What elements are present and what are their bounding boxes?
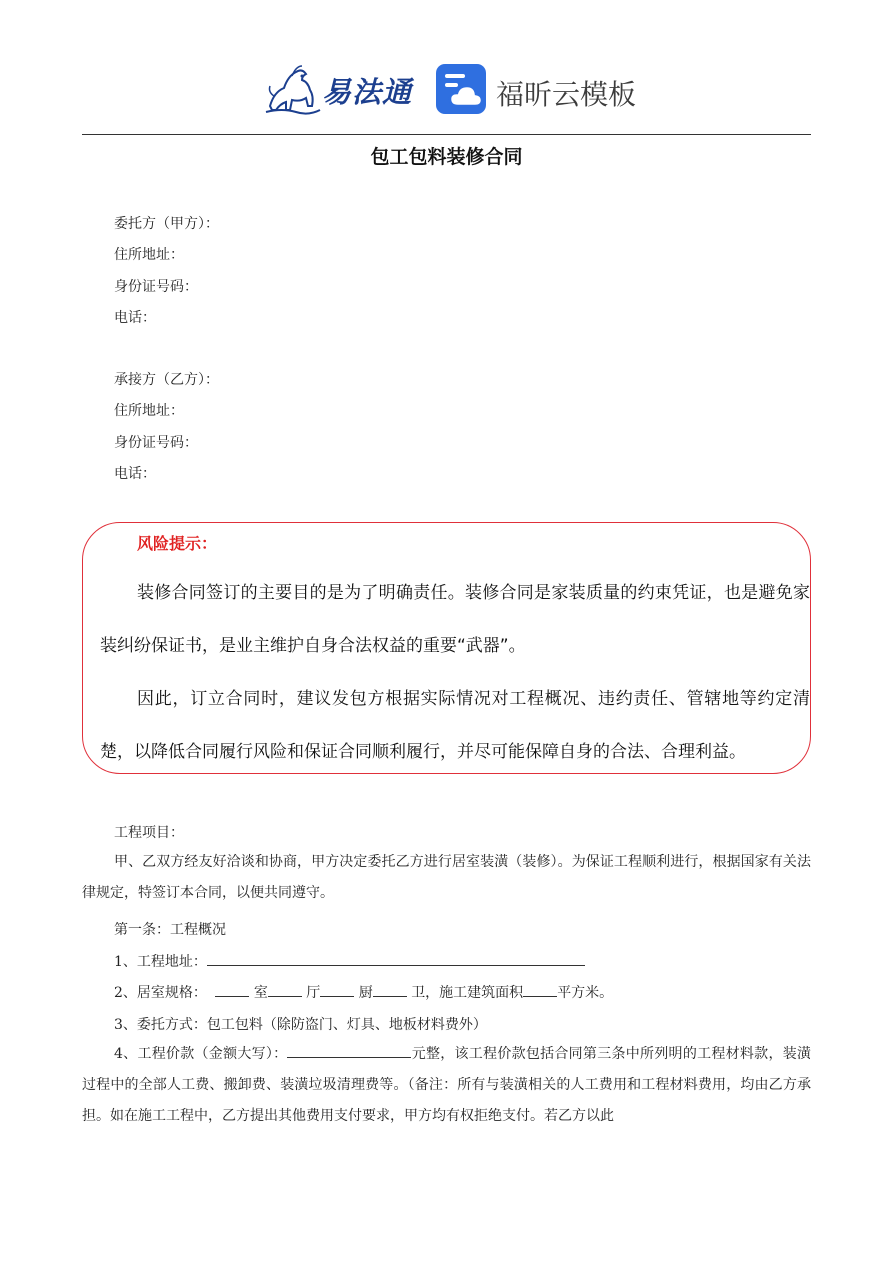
page-header: [0, 58, 893, 128]
fuxin-logo-text: 福昕云模板: [496, 78, 637, 111]
qilin-logo-icon: [262, 62, 324, 118]
item-4-price: [82, 1039, 811, 1132]
price-blank[interactable]: [287, 1043, 411, 1058]
item-1-label: 1、工程地址：: [114, 954, 207, 970]
party-a-id: 身份证号码：: [114, 279, 198, 295]
project-label: 工程项目：: [114, 825, 184, 841]
risk-paragraph-1: 装修合同签订的主要目的是为了明确责任。装修合同是家装质量的约束凭证，也是避免家装纠纷保证书，是业主维护自身合法权益的重要“武器”。: [100, 583, 810, 656]
kitchens-blank[interactable]: [320, 982, 354, 997]
item-1-address: [114, 951, 585, 971]
area-unit: 平方米。: [557, 985, 614, 1001]
bathrooms-blank[interactable]: [373, 982, 407, 997]
intro-paragraph: 甲、乙双方经友好洽谈和协商，甲方决定委托乙方进行居室装潢（装修）。为保证工程顺利进行，根据国家有关法律规定，特签订本合同，以便共同遵守。: [82, 854, 811, 901]
document-title: 包工包料装修合同: [370, 146, 523, 168]
area-blank[interactable]: [523, 982, 557, 997]
party-a-label: 委托方（甲方）：: [114, 216, 219, 232]
halls-blank[interactable]: [268, 982, 302, 997]
bath-area-label: 卫，施工建筑面积: [411, 985, 524, 1001]
item-2-label: 2、居室规格：: [114, 985, 207, 1001]
party-b-label: 承接方（乙方）：: [114, 372, 219, 388]
article-1-heading: 第一条：工程概况: [114, 922, 226, 938]
item-2-layout: [114, 982, 613, 1002]
rooms-blank[interactable]: [215, 982, 249, 997]
risk-notice-title: 风险提示：: [137, 534, 218, 553]
party-b-id: 身份证号码：: [114, 435, 198, 451]
risk-notice-box: [82, 522, 811, 774]
cloud-document-icon: [436, 64, 486, 114]
party-a-address: 住所地址：: [114, 247, 184, 263]
kitchen-unit: 厨: [358, 985, 373, 1001]
party-a-phone: 电话：: [114, 310, 156, 326]
header-divider: [82, 134, 811, 135]
yifatong-logo: [262, 62, 417, 118]
party-b-address: 住所地址：: [114, 403, 184, 419]
party-b-phone: 电话：: [114, 466, 156, 482]
yifatong-logo-text: 易法通: [322, 75, 413, 109]
item-3-method: 3、委托方式：包工包料（除防盗门、灯具、地板材料费外）: [114, 1017, 487, 1033]
room-unit: 室: [253, 985, 268, 1001]
item-4-text: 元整，该工程价款包括合同第三条中所列明的工程材料款，装潢过程中的全部人工费、搬卸费、装潢垃圾清理费等。（备注：所有与装潢相关的人工费用和工程材料费用，均由乙方承担。如在施工工程中，乙方提出其他费用支付要求，甲方均有权拒绝支付。若乙方以此: [82, 1046, 811, 1124]
address-blank[interactable]: [207, 951, 585, 966]
risk-paragraph-2: 因此，订立合同时，建议发包方根据实际情况对工程概况、违约责任、管辖地等约定清楚，以降低合同履行风险和保证合同顺利履行，并尽可能保障自身的合法、合理利益。: [100, 689, 810, 762]
hall-unit: 厅: [306, 985, 321, 1001]
item-4-label: 4、工程价款（金额大写）：: [114, 1046, 288, 1062]
